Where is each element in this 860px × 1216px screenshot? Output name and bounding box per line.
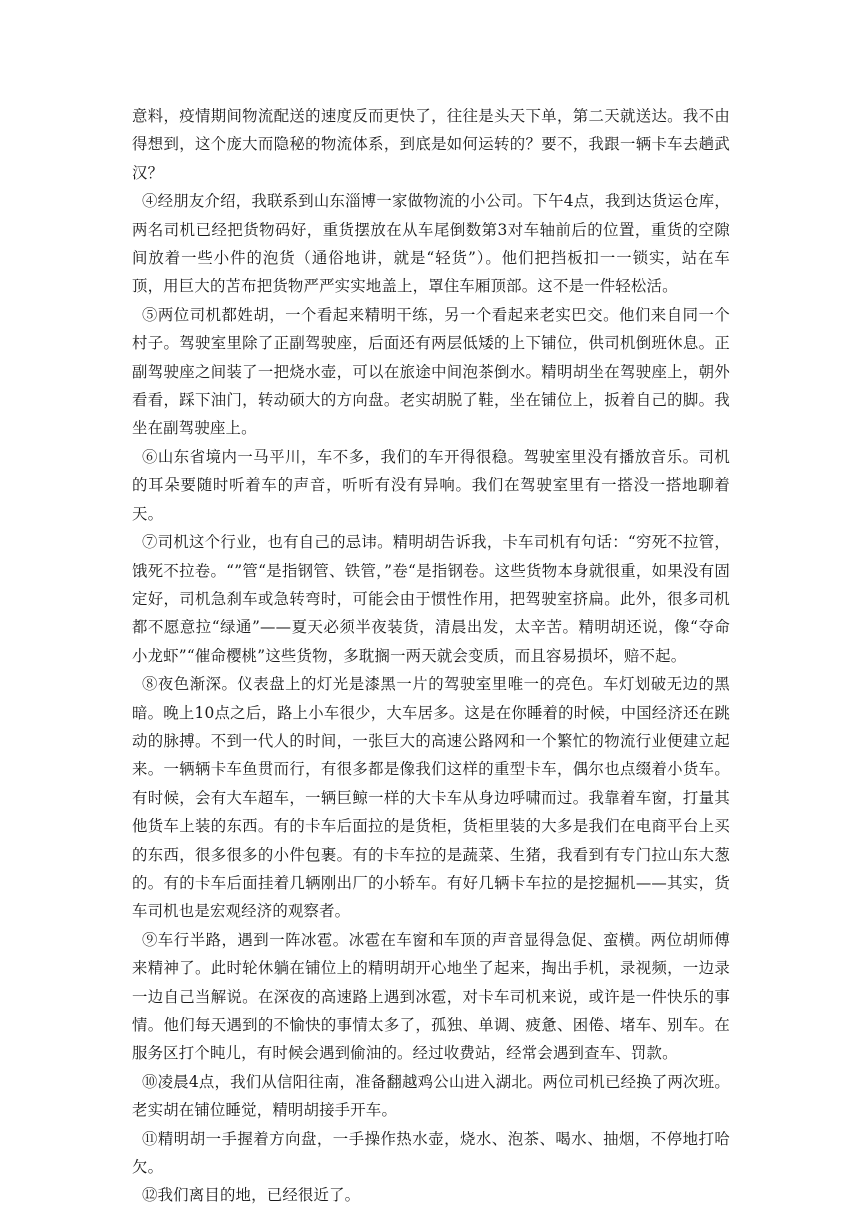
paragraph-5: ⑤两位司机都姓胡，一个看起来精明干练，另一个看起来老实巴交。他们来自同一个村子。驾驶室里除了正副驾驶座，后面还有两层低矮的上下铺位，供司机倒班休息。正副驾驶座之间装了一把烧水壶，可以在旅途中间泡茶倒水。精明胡坐在驾驶座上，朝外看看，踩下油门，转动硕大的方向盘。老实胡脱了鞋，坐在铺位上，扳着自己的脚。我坐在副驾驶座上。 <box>132 305 730 438</box>
paragraph-10: ⑩凌晨4点，我们从信阳往南，准备翻越鸡公山进入湖北。两位司机已经换了两次班。老实胡在铺位睡觉，精明胡接手开车。 <box>132 1072 730 1120</box>
paragraph-11: ⑪精明胡一手握着方向盘，一手操作热水壶，烧水、泡茶、喝水、抽烟，不停地打哈欠。 <box>132 1129 730 1177</box>
paragraph-4: ④经朋友介绍，我联系到山东淄博一家做物流的小公司。下午4点，我到达货运仓库，两名司机已经把货物码好，重货摆放在从车尾倒数第3对车轴前后的位置，重货的空隙间放着一些小件的泡货（通俗地讲，就是“轻货”）。他们把挡板扣一一锁实，站在车顶，用巨大的苫布把货物严严实实地盖上，罩住车厢顶部。这不是一件轻松活。 <box>132 192 730 296</box>
paragraph-8: ⑧夜色渐深。仪表盘上的灯光是漆黑一片的驾驶室里唯一的亮色。车灯划破无边的黑暗。晚上10点之后，路上小车很少，大车居多。这是在你睡着的时候，中国经济还在跳动的脉搏。不到一代人的时间，一张巨大的高速公路网和一个繁忙的物流行业便建立起来。一辆辆卡车鱼贯而行，有很多都是像我们这样的重型卡车，偶尔也点缀着小货车。有时候，会有大车超车，一辆巨鲸一样的大卡车从身边呼啸而过。我靠着车窗，打量其他货车上装的东西。有的卡车后面拉的是货柜，货柜里装的大多是我们在电商平台上买的东西，很多很多的小件包裹。有的卡车拉的是蔬菜、生猪，我看到有专门拉山东大葱的。有的卡车后面挂着几辆刚出厂的小轿车。有好几辆卡车拉的是挖掘机——其实，货车司机也是宏观经济的观察者。 <box>132 675 730 921</box>
paragraph-continuation: 意料，疫情期间物流配送的速度反而更快了，往往是头天下单，第二天就送达。我不由得想到，这个庞大而隐秘的物流体系，到底是如何运转的？要不，我跟一辆卡车去趟武汉？ <box>132 107 730 182</box>
document-page <box>132 102 730 1210</box>
paragraph-9: ⑨车行半路，遇到一阵冰雹。冰雹在车窗和车顶的声音显得急促、蛮横。两位胡师傅来精神了。此时轮休躺在铺位上的精明胡开心地坐了起来，掏出手机，录视频，一边录一边自己当解说。在深夜的高速路上遇到冰雹，对卡车司机来说，或许是一件快乐的事情。他们每天遇到的不愉快的事情太多了，孤独、单调、疲惫、困倦、堵车、别车。在服务区打个盹儿，有时候会遇到偷油的。经过收费站，经常会遇到查车、罚款。 <box>132 930 730 1063</box>
paragraph-7: ⑦司机这个行业，也有自己的忌讳。精明胡告诉我，卡车司机有句话：“穷死不拉管，饿死不拉卷。“”管“是指钢管、铁管，”卷“是指钢卷。这些货物本身就很重，如果没有固定好，司机急刹车或急转弯时，可能会由于惯性作用，把驾驶室挤扁。此外，很多司机都不愿意拉“绿通”——夏天必须半夜装货，清晨出发，太辛苦。精明胡还说，像“夺命小龙虾”“催命樱桃”这些货物，多耽搁一两天就会变质，而且容易损坏，赔不起。 <box>132 533 730 665</box>
paragraph-12: ⑫我们离目的地，已经很近了。 <box>142 1186 361 1205</box>
paragraph-6: ⑥山东省境内一马平川，车不多，我们的车开得很稳。驾驶室里没有播放音乐。司机的耳朵要随时听着车的声音，听听有没有异响。我们在驾驶室里有一搭没一搭地聊着天。 <box>132 447 730 523</box>
